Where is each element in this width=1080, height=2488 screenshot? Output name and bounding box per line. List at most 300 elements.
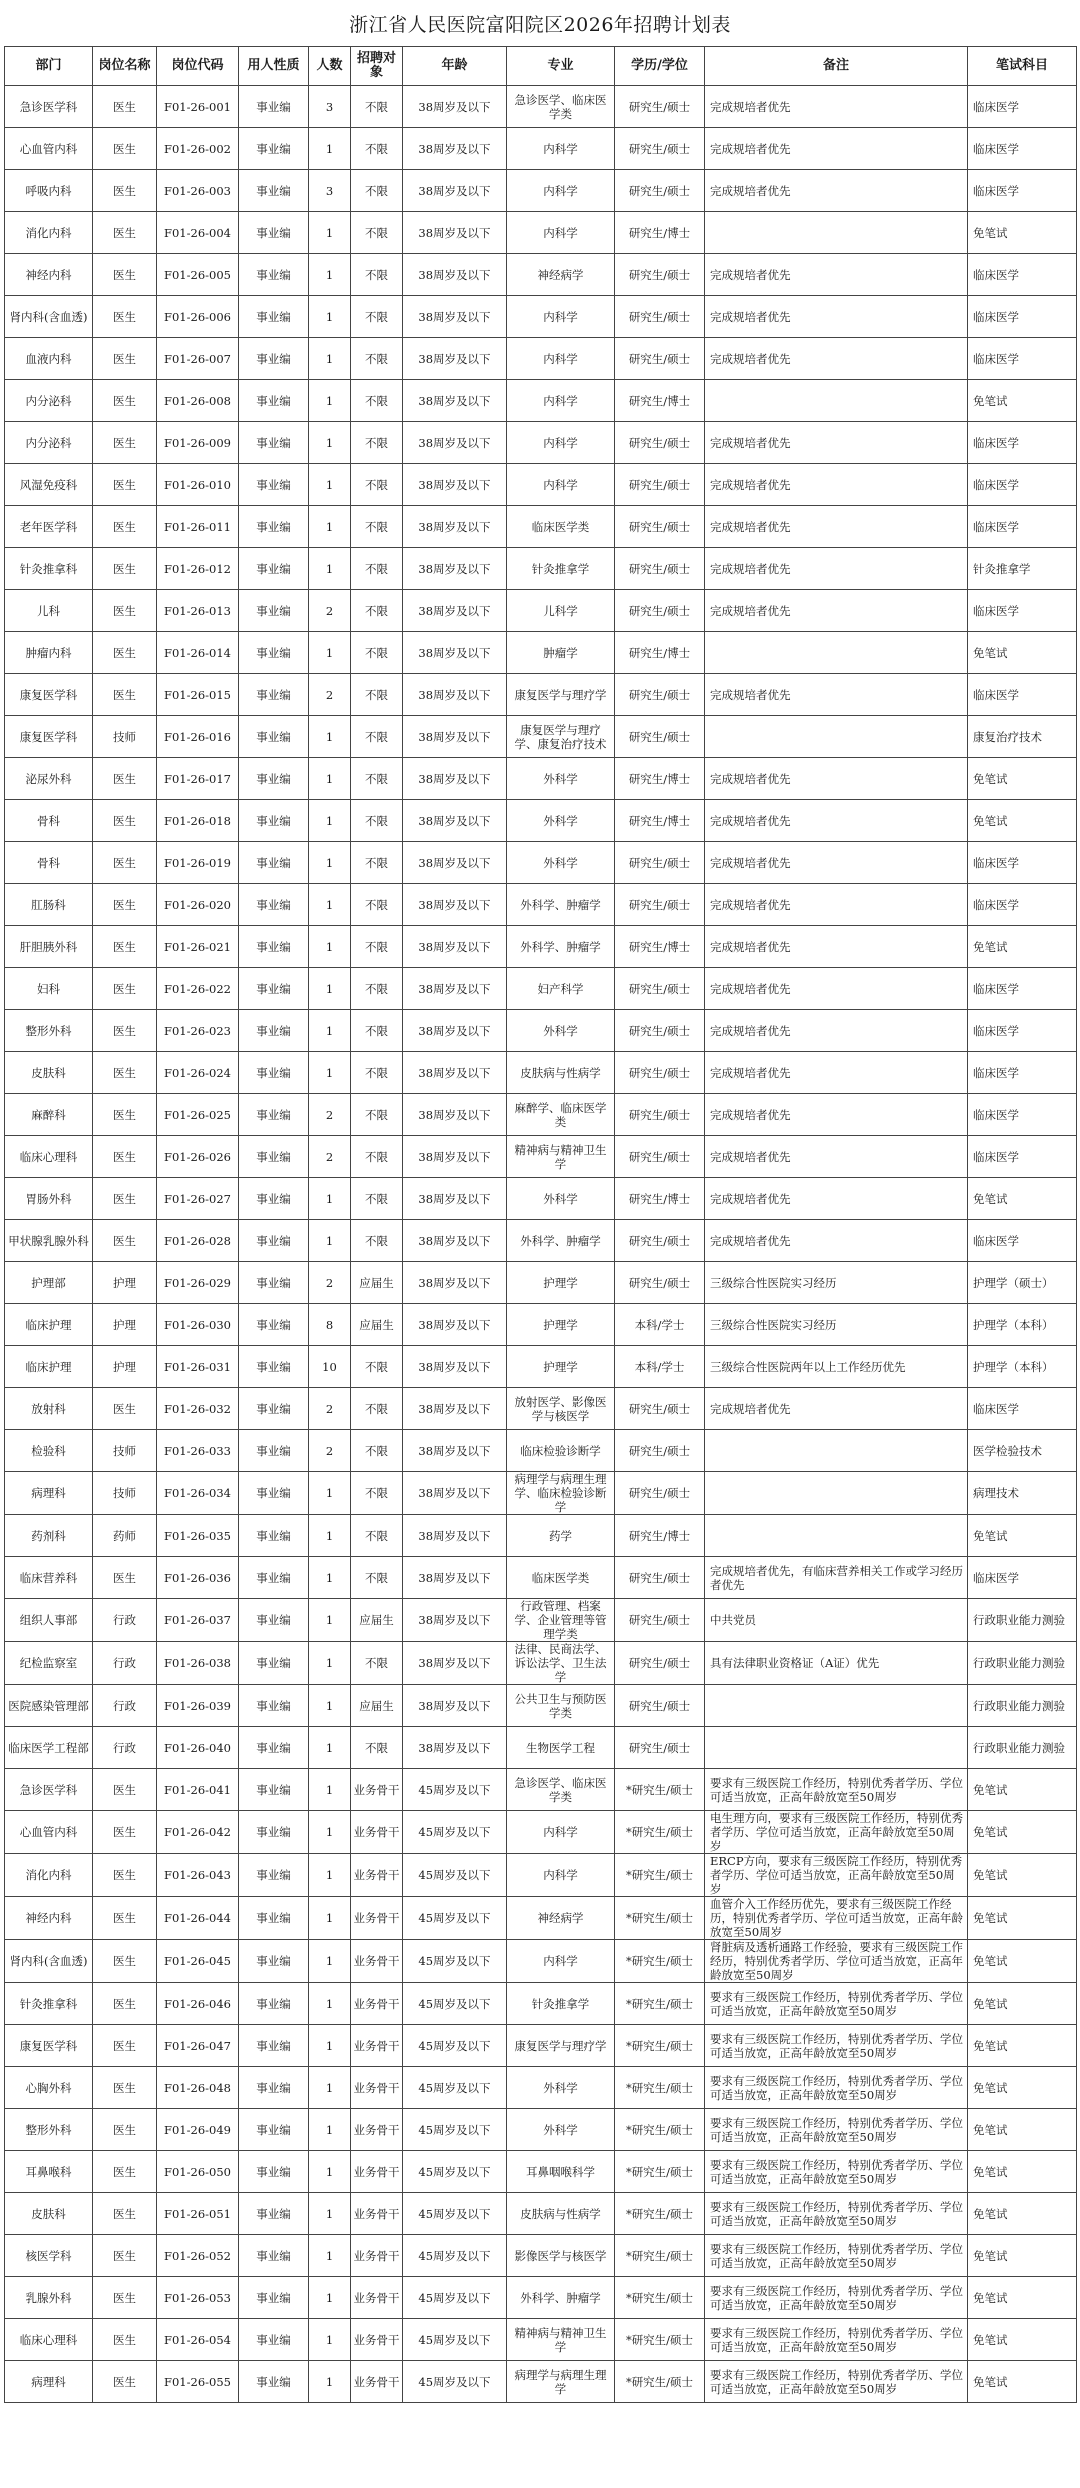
cell-employment-type: 事业编 <box>239 1010 309 1052</box>
cell-employment-type: 事业编 <box>239 422 309 464</box>
cell-position: 医生 <box>93 2151 157 2193</box>
cell-education: *研究生/硕士 <box>615 2235 705 2277</box>
table-row <box>5 1642 1077 1685</box>
table-row <box>5 1220 1077 1262</box>
cell-age: 38周岁及以下 <box>403 548 507 590</box>
cell-headcount: 1 <box>309 548 351 590</box>
cell-age: 38周岁及以下 <box>403 212 507 254</box>
cell-education: *研究生/硕士 <box>615 1940 705 1983</box>
cell-major: 精神病与精神卫生学 <box>507 2319 615 2361</box>
cell-position: 医生 <box>93 212 157 254</box>
cell-education: 研究生/硕士 <box>615 464 705 506</box>
cell-remarks: 完成规培者优先 <box>705 170 968 212</box>
cell-education: *研究生/硕士 <box>615 1897 705 1940</box>
cell-exam-subject: 护理学（本科） <box>968 1304 1077 1346</box>
cell-education: *研究生/硕士 <box>615 2319 705 2361</box>
table-row <box>5 2193 1077 2235</box>
cell-employment-type: 事业编 <box>239 842 309 884</box>
cell-remarks: 完成规培者优先 <box>705 1220 968 1262</box>
cell-department: 儿科 <box>5 590 93 632</box>
cell-department: 心胸外科 <box>5 2067 93 2109</box>
cell-headcount: 10 <box>309 1346 351 1388</box>
cell-position-code: F01-26-044 <box>157 1897 239 1940</box>
cell-position-code: F01-26-015 <box>157 674 239 716</box>
cell-applicant-type: 不限 <box>351 842 403 884</box>
cell-major: 生物医学工程 <box>507 1727 615 1769</box>
cell-exam-subject: 临床医学 <box>968 968 1077 1010</box>
table-row <box>5 1940 1077 1983</box>
cell-department: 整形外科 <box>5 2109 93 2151</box>
cell-department: 放射科 <box>5 1388 93 1430</box>
cell-exam-subject: 护理学（本科） <box>968 1346 1077 1388</box>
header-headcount: 人数 <box>309 47 351 86</box>
cell-education: *研究生/硕士 <box>615 2151 705 2193</box>
cell-position: 医生 <box>93 674 157 716</box>
cell-position-code: F01-26-018 <box>157 800 239 842</box>
cell-headcount: 1 <box>309 338 351 380</box>
cell-position: 医生 <box>93 338 157 380</box>
cell-applicant-type: 不限 <box>351 968 403 1010</box>
cell-age: 38周岁及以下 <box>403 170 507 212</box>
cell-major: 内科学 <box>507 422 615 464</box>
cell-department: 医院感染管理部 <box>5 1685 93 1727</box>
cell-position: 医生 <box>93 380 157 422</box>
cell-position-code: F01-26-033 <box>157 1430 239 1472</box>
cell-employment-type: 事业编 <box>239 2235 309 2277</box>
cell-exam-subject: 护理学（硕士） <box>968 1262 1077 1304</box>
cell-applicant-type: 应届生 <box>351 1262 403 1304</box>
cell-department: 临床心理科 <box>5 1136 93 1178</box>
table-row <box>5 1727 1077 1769</box>
cell-position-code: F01-26-025 <box>157 1094 239 1136</box>
cell-position-code: F01-26-050 <box>157 2151 239 2193</box>
cell-applicant-type: 业务骨干 <box>351 2361 403 2403</box>
cell-position: 医生 <box>93 1854 157 1897</box>
cell-employment-type: 事业编 <box>239 2361 309 2403</box>
cell-age: 38周岁及以下 <box>403 926 507 968</box>
cell-exam-subject: 临床医学 <box>968 1010 1077 1052</box>
cell-employment-type: 事业编 <box>239 1685 309 1727</box>
cell-remarks <box>705 632 968 674</box>
cell-remarks: 完成规培者优先 <box>705 842 968 884</box>
table-row <box>5 212 1077 254</box>
cell-major: 康复医学与理疗学 <box>507 674 615 716</box>
cell-remarks: 完成规培者优先 <box>705 254 968 296</box>
cell-education: 研究生/博士 <box>615 632 705 674</box>
cell-age: 38周岁及以下 <box>403 1346 507 1388</box>
cell-remarks: 完成规培者优先 <box>705 800 968 842</box>
header-exam-subject: 笔试科目 <box>968 47 1077 86</box>
cell-headcount: 1 <box>309 1854 351 1897</box>
cell-position: 医生 <box>93 2109 157 2151</box>
cell-applicant-type: 不限 <box>351 1178 403 1220</box>
cell-position-code: F01-26-012 <box>157 548 239 590</box>
cell-department: 妇科 <box>5 968 93 1010</box>
cell-position-code: F01-26-035 <box>157 1515 239 1557</box>
cell-education: 研究生/硕士 <box>615 1557 705 1599</box>
cell-age: 45周岁及以下 <box>403 2067 507 2109</box>
cell-position-code: F01-26-005 <box>157 254 239 296</box>
cell-position-code: F01-26-020 <box>157 884 239 926</box>
cell-age: 38周岁及以下 <box>403 254 507 296</box>
cell-employment-type: 事业编 <box>239 1897 309 1940</box>
cell-age: 38周岁及以下 <box>403 1430 507 1472</box>
cell-position-code: F01-26-042 <box>157 1811 239 1854</box>
cell-headcount: 1 <box>309 464 351 506</box>
cell-age: 38周岁及以下 <box>403 1472 507 1515</box>
cell-applicant-type: 不限 <box>351 590 403 632</box>
table-row <box>5 1769 1077 1811</box>
cell-employment-type: 事业编 <box>239 926 309 968</box>
cell-employment-type: 事业编 <box>239 968 309 1010</box>
cell-employment-type: 事业编 <box>239 2151 309 2193</box>
cell-age: 38周岁及以下 <box>403 968 507 1010</box>
cell-major: 内科学 <box>507 338 615 380</box>
cell-position-code: F01-26-053 <box>157 2277 239 2319</box>
cell-age: 38周岁及以下 <box>403 1262 507 1304</box>
cell-remarks: 完成规培者优先 <box>705 1136 968 1178</box>
cell-headcount: 1 <box>309 2025 351 2067</box>
cell-education: *研究生/硕士 <box>615 2025 705 2067</box>
table-row <box>5 674 1077 716</box>
cell-education: 本科/学士 <box>615 1304 705 1346</box>
cell-major: 病理学与病理生理学 <box>507 2361 615 2403</box>
table-row <box>5 716 1077 758</box>
cell-education: 研究生/硕士 <box>615 1599 705 1642</box>
cell-applicant-type: 不限 <box>351 1557 403 1599</box>
table-row <box>5 1811 1077 1854</box>
cell-position: 行政 <box>93 1599 157 1642</box>
cell-exam-subject: 免笔试 <box>968 2109 1077 2151</box>
cell-department: 针灸推拿科 <box>5 548 93 590</box>
cell-applicant-type: 不限 <box>351 1220 403 1262</box>
cell-employment-type: 事业编 <box>239 884 309 926</box>
cell-major: 内科学 <box>507 212 615 254</box>
cell-department: 临床医学工程部 <box>5 1727 93 1769</box>
cell-position: 医生 <box>93 1136 157 1178</box>
cell-headcount: 1 <box>309 632 351 674</box>
cell-major: 临床医学类 <box>507 1557 615 1599</box>
cell-employment-type: 事业编 <box>239 170 309 212</box>
cell-education: 研究生/硕士 <box>615 1136 705 1178</box>
cell-exam-subject: 免笔试 <box>968 2277 1077 2319</box>
cell-education: 研究生/硕士 <box>615 296 705 338</box>
cell-major: 急诊医学、临床医学类 <box>507 86 615 128</box>
cell-age: 45周岁及以下 <box>403 2235 507 2277</box>
cell-headcount: 1 <box>309 1811 351 1854</box>
table-body <box>5 86 1077 2403</box>
cell-remarks: 要求有三级医院工作经历，特别优秀者学历、学位可适当放宽，正高年龄放宽至50周岁 <box>705 1769 968 1811</box>
cell-department: 康复医学科 <box>5 674 93 716</box>
cell-education: 研究生/硕士 <box>615 1388 705 1430</box>
cell-major: 康复医学与理疗学、康复治疗技术 <box>507 716 615 758</box>
table-row <box>5 506 1077 548</box>
cell-position-code: F01-26-017 <box>157 758 239 800</box>
header-position-code: 岗位代码 <box>157 47 239 86</box>
cell-position-code: F01-26-040 <box>157 1727 239 1769</box>
cell-education: 研究生/硕士 <box>615 1472 705 1515</box>
cell-exam-subject: 行政职业能力测验 <box>968 1727 1077 1769</box>
cell-education: *研究生/硕士 <box>615 2361 705 2403</box>
cell-headcount: 2 <box>309 1430 351 1472</box>
cell-applicant-type: 业务骨干 <box>351 1769 403 1811</box>
cell-age: 38周岁及以下 <box>403 1388 507 1430</box>
cell-exam-subject: 免笔试 <box>968 1854 1077 1897</box>
cell-exam-subject: 临床医学 <box>968 296 1077 338</box>
cell-education: 研究生/硕士 <box>615 842 705 884</box>
cell-major: 急诊医学、临床医学类 <box>507 1769 615 1811</box>
cell-remarks: 三级综合性医院实习经历 <box>705 1262 968 1304</box>
cell-department: 肾内科(含血透) <box>5 296 93 338</box>
cell-employment-type: 事业编 <box>239 1472 309 1515</box>
cell-age: 45周岁及以下 <box>403 1983 507 2025</box>
cell-applicant-type: 业务骨干 <box>351 2277 403 2319</box>
cell-position-code: F01-26-007 <box>157 338 239 380</box>
cell-employment-type: 事业编 <box>239 800 309 842</box>
cell-department: 神经内科 <box>5 1897 93 1940</box>
cell-remarks: 完成规培者优先 <box>705 338 968 380</box>
cell-education: 研究生/博士 <box>615 758 705 800</box>
table-row <box>5 632 1077 674</box>
cell-department: 肾内科(含血透) <box>5 1940 93 1983</box>
cell-major: 护理学 <box>507 1304 615 1346</box>
cell-employment-type: 事业编 <box>239 1346 309 1388</box>
cell-employment-type: 事业编 <box>239 1136 309 1178</box>
header-education: 学历/学位 <box>615 47 705 86</box>
cell-education: 本科/学士 <box>615 1346 705 1388</box>
cell-applicant-type: 不限 <box>351 170 403 212</box>
cell-position: 医生 <box>93 758 157 800</box>
cell-headcount: 1 <box>309 1220 351 1262</box>
cell-position: 技师 <box>93 1430 157 1472</box>
cell-remarks: 要求有三级医院工作经历，特别优秀者学历、学位可适当放宽，正高年龄放宽至50周岁 <box>705 2277 968 2319</box>
cell-exam-subject: 免笔试 <box>968 2025 1077 2067</box>
cell-position-code: F01-26-023 <box>157 1010 239 1052</box>
table-row <box>5 1094 1077 1136</box>
table-row <box>5 926 1077 968</box>
table-row <box>5 1897 1077 1940</box>
cell-age: 38周岁及以下 <box>403 1010 507 1052</box>
cell-employment-type: 事业编 <box>239 464 309 506</box>
cell-exam-subject: 临床医学 <box>968 86 1077 128</box>
cell-position-code: F01-26-004 <box>157 212 239 254</box>
cell-exam-subject: 免笔试 <box>968 212 1077 254</box>
cell-education: *研究生/硕士 <box>615 1983 705 2025</box>
table-row <box>5 2151 1077 2193</box>
table-row <box>5 296 1077 338</box>
cell-position-code: F01-26-054 <box>157 2319 239 2361</box>
cell-major: 外科学 <box>507 2067 615 2109</box>
cell-position: 医生 <box>93 548 157 590</box>
cell-employment-type: 事业编 <box>239 1983 309 2025</box>
cell-age: 38周岁及以下 <box>403 1515 507 1557</box>
cell-position-code: F01-26-021 <box>157 926 239 968</box>
cell-position: 医生 <box>93 926 157 968</box>
table-row <box>5 380 1077 422</box>
cell-age: 38周岁及以下 <box>403 758 507 800</box>
cell-department: 肿瘤内科 <box>5 632 93 674</box>
cell-headcount: 2 <box>309 1094 351 1136</box>
cell-remarks: 中共党员 <box>705 1599 968 1642</box>
cell-remarks: 完成规培者优先 <box>705 128 968 170</box>
header-age: 年龄 <box>403 47 507 86</box>
cell-department: 核医学科 <box>5 2235 93 2277</box>
cell-exam-subject: 针灸推拿学 <box>968 548 1077 590</box>
table-row <box>5 128 1077 170</box>
cell-employment-type: 事业编 <box>239 254 309 296</box>
header-position: 岗位名称 <box>93 47 157 86</box>
cell-department: 组织人事部 <box>5 1599 93 1642</box>
cell-education: 研究生/硕士 <box>615 128 705 170</box>
cell-age: 38周岁及以下 <box>403 506 507 548</box>
cell-remarks: 要求有三级医院工作经历，特别优秀者学历、学位可适当放宽，正高年龄放宽至50周岁 <box>705 2067 968 2109</box>
cell-employment-type: 事业编 <box>239 506 309 548</box>
cell-exam-subject: 病理技术 <box>968 1472 1077 1515</box>
cell-position-code: F01-26-052 <box>157 2235 239 2277</box>
cell-headcount: 2 <box>309 590 351 632</box>
cell-headcount: 1 <box>309 1940 351 1983</box>
cell-age: 45周岁及以下 <box>403 2277 507 2319</box>
cell-age: 38周岁及以下 <box>403 380 507 422</box>
cell-age: 38周岁及以下 <box>403 632 507 674</box>
cell-position: 医生 <box>93 590 157 632</box>
cell-remarks: 完成规培者优先 <box>705 674 968 716</box>
cell-exam-subject: 免笔试 <box>968 800 1077 842</box>
cell-exam-subject: 免笔试 <box>968 1897 1077 1940</box>
cell-exam-subject: 免笔试 <box>968 2151 1077 2193</box>
cell-applicant-type: 业务骨干 <box>351 2109 403 2151</box>
cell-major: 精神病与精神卫生学 <box>507 1136 615 1178</box>
cell-exam-subject: 免笔试 <box>968 926 1077 968</box>
cell-applicant-type: 不限 <box>351 422 403 464</box>
cell-age: 38周岁及以下 <box>403 1178 507 1220</box>
cell-applicant-type: 不限 <box>351 1727 403 1769</box>
cell-position: 医生 <box>93 842 157 884</box>
cell-education: *研究生/硕士 <box>615 1769 705 1811</box>
cell-applicant-type: 不限 <box>351 632 403 674</box>
cell-position: 医生 <box>93 1010 157 1052</box>
cell-position-code: F01-26-022 <box>157 968 239 1010</box>
table-row <box>5 422 1077 464</box>
cell-headcount: 1 <box>309 1769 351 1811</box>
cell-applicant-type: 应届生 <box>351 1599 403 1642</box>
cell-applicant-type: 不限 <box>351 380 403 422</box>
cell-applicant-type: 不限 <box>351 212 403 254</box>
cell-remarks: 完成规培者优先，有临床营养相关工作或学习经历者优先 <box>705 1557 968 1599</box>
cell-department: 消化内科 <box>5 1854 93 1897</box>
cell-employment-type: 事业编 <box>239 1557 309 1599</box>
cell-exam-subject: 临床医学 <box>968 1052 1077 1094</box>
cell-position-code: F01-26-008 <box>157 380 239 422</box>
cell-age: 38周岁及以下 <box>403 842 507 884</box>
cell-education: *研究生/硕士 <box>615 2277 705 2319</box>
cell-headcount: 1 <box>309 2151 351 2193</box>
recruitment-table <box>4 46 1077 2403</box>
cell-department: 皮肤科 <box>5 1052 93 1094</box>
cell-department: 临床心理科 <box>5 2319 93 2361</box>
table-row <box>5 1557 1077 1599</box>
cell-position-code: F01-26-006 <box>157 296 239 338</box>
cell-applicant-type: 业务骨干 <box>351 1940 403 1983</box>
cell-headcount: 1 <box>309 716 351 758</box>
cell-position: 医生 <box>93 968 157 1010</box>
cell-position-code: F01-26-003 <box>157 170 239 212</box>
cell-applicant-type: 不限 <box>351 296 403 338</box>
cell-exam-subject: 临床医学 <box>968 170 1077 212</box>
cell-applicant-type: 不限 <box>351 1642 403 1685</box>
table-row <box>5 1472 1077 1515</box>
cell-remarks <box>705 716 968 758</box>
cell-major: 康复医学与理疗学 <box>507 2025 615 2067</box>
cell-headcount: 1 <box>309 2235 351 2277</box>
cell-employment-type: 事业编 <box>239 1304 309 1346</box>
cell-employment-type: 事业编 <box>239 380 309 422</box>
cell-exam-subject: 临床医学 <box>968 1220 1077 1262</box>
cell-exam-subject: 免笔试 <box>968 1811 1077 1854</box>
cell-exam-subject: 临床医学 <box>968 674 1077 716</box>
cell-position-code: F01-26-013 <box>157 590 239 632</box>
cell-department: 泌尿外科 <box>5 758 93 800</box>
cell-department: 风湿免疫科 <box>5 464 93 506</box>
cell-employment-type: 事业编 <box>239 1262 309 1304</box>
cell-employment-type: 事业编 <box>239 1940 309 1983</box>
cell-remarks <box>705 1515 968 1557</box>
cell-department: 甲状腺乳腺外科 <box>5 1220 93 1262</box>
cell-position-code: F01-26-037 <box>157 1599 239 1642</box>
cell-exam-subject: 免笔试 <box>968 2067 1077 2109</box>
cell-age: 38周岁及以下 <box>403 1727 507 1769</box>
cell-employment-type: 事业编 <box>239 128 309 170</box>
cell-remarks: 完成规培者优先 <box>705 1094 968 1136</box>
cell-major: 外科学、肿瘤学 <box>507 926 615 968</box>
cell-department: 护理部 <box>5 1262 93 1304</box>
cell-education: 研究生/硕士 <box>615 422 705 464</box>
cell-exam-subject: 临床医学 <box>968 842 1077 884</box>
cell-education: 研究生/硕士 <box>615 1220 705 1262</box>
cell-position-code: F01-26-028 <box>157 1220 239 1262</box>
table-row <box>5 1430 1077 1472</box>
cell-age: 38周岁及以下 <box>403 296 507 338</box>
cell-remarks: 完成规培者优先 <box>705 590 968 632</box>
cell-position-code: F01-26-031 <box>157 1346 239 1388</box>
cell-major: 外科学 <box>507 1010 615 1052</box>
cell-remarks: 要求有三级医院工作经历，特别优秀者学历、学位可适当放宽，正高年龄放宽至50周岁 <box>705 1983 968 2025</box>
cell-department: 康复医学科 <box>5 716 93 758</box>
cell-position: 技师 <box>93 1472 157 1515</box>
cell-exam-subject: 临床医学 <box>968 506 1077 548</box>
cell-employment-type: 事业编 <box>239 548 309 590</box>
cell-remarks: 具有法律职业资格证（A证）优先 <box>705 1642 968 1685</box>
table-row <box>5 1304 1077 1346</box>
cell-employment-type: 事业编 <box>239 212 309 254</box>
cell-position: 医生 <box>93 170 157 212</box>
cell-age: 38周岁及以下 <box>403 1094 507 1136</box>
cell-headcount: 1 <box>309 2109 351 2151</box>
cell-position: 医生 <box>93 1052 157 1094</box>
cell-education: 研究生/硕士 <box>615 1685 705 1727</box>
cell-employment-type: 事业编 <box>239 1220 309 1262</box>
cell-age: 38周岁及以下 <box>403 1557 507 1599</box>
cell-education: 研究生/硕士 <box>615 590 705 632</box>
table-row <box>5 2235 1077 2277</box>
table-row <box>5 2067 1077 2109</box>
cell-position: 医生 <box>93 86 157 128</box>
cell-exam-subject: 免笔试 <box>968 1983 1077 2025</box>
cell-employment-type: 事业编 <box>239 632 309 674</box>
cell-position-code: F01-26-026 <box>157 1136 239 1178</box>
header-department: 部门 <box>5 47 93 86</box>
cell-position-code: F01-26-016 <box>157 716 239 758</box>
